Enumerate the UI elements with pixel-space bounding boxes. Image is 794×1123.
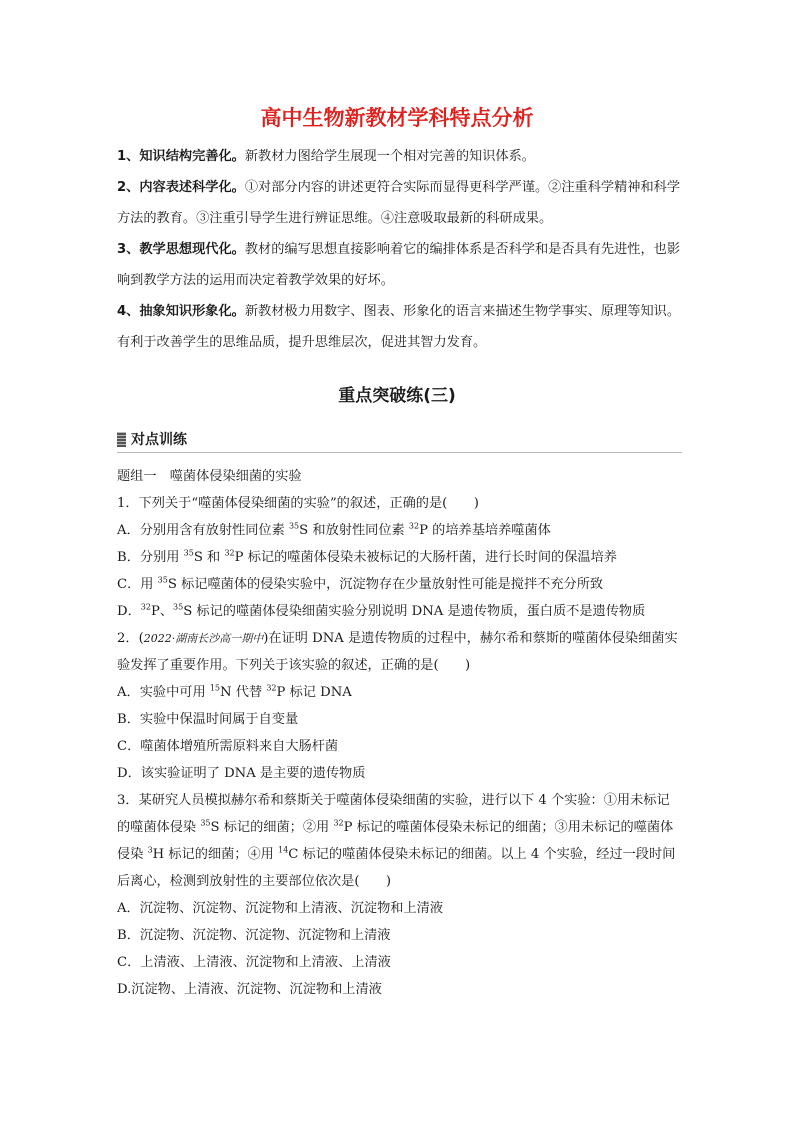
option-c: C．用 $^{35}$S 标记噬菌体的侵染实验中，沉淀物存在少量放射性可能是搅拌不充分所致	[117, 575, 604, 592]
intro-item-heading: 知识结构完善化。	[139, 149, 245, 164]
question-stem: 2．(2022·湖南长沙高一期中)在证明 DNA 是遗传物质的过程中，赫尔希和蔡斯的噬菌体侵染细菌实验发挥了重要作用。下列关于该实验的叙述，正确的是( )	[117, 631, 678, 673]
option-d: D.沉淀物、上清液、沉淀物、沉淀物和上清液	[117, 982, 382, 997]
divider	[117, 452, 682, 453]
section-title: 重点突破练(三)	[338, 386, 456, 406]
intro-item-heading: 抽象知识形象化。	[139, 304, 245, 319]
intro-item: 1、知识结构完善化。新教材力图给学生展现一个相对完善的知识体系。	[117, 149, 535, 164]
tag-bar-icon	[117, 432, 126, 447]
option-b: B．分别用 $^{35}$S 和 $^{32}$P 标记的噬菌体侵染未被标记的大肠杆菌，进行长时间的保温培养	[117, 548, 617, 565]
page-title: 高中生物新教材学科特点分析	[260, 106, 534, 130]
question-stem: 1．下列关于“噬菌体侵染细菌的实验”的叙述，正确的是( )	[117, 496, 479, 511]
option-d: D．$^{32}$P、$^{35}$S 标记的噬菌体侵染细菌实验分别说明 DNA 是遗传物质，蛋白质不是遗传物质	[117, 602, 646, 619]
section-tag	[117, 429, 682, 451]
question-stem: 3．某研究人员模拟赫尔希和蔡斯关于噬菌体侵染细菌的实验，进行以下 4 个实验：①用未标记的噬菌体侵染 $^{35}$S 标记的细菌；②用 $^{32}$P 标记的噬菌体侵染未标记的细菌；③用未标记的噬菌体侵染 $^3$H 标记的细菌；④用 $^{14}$C 标记的噬菌体侵染未标记的细菌。以上 4 个实验，经过一段时间后离心，检测到放射性的主要部位依次是( )	[117, 793, 676, 889]
intro-item: 4、抽象知识形象化。新教材极力用数字、图表、形象化的语言来描述生物学事实、原理等知识。有利于改善学生的思维品质，提升思维层次，促进其智力发育。	[117, 304, 681, 350]
intro-item-heading: 教学思想现代化。	[139, 242, 245, 257]
intro-item: 2、内容表述科学化。①对部分内容的讲述更符合实际而显得更科学严谨。②注重科学精神和科学方法的教育。③注重引导学生进行辨证思维。④注意吸取最新的科研成果。	[117, 180, 681, 226]
question-source: 2022·湖南长沙高一期中	[143, 632, 264, 645]
option-a: A．分别用含有放射性同位素 $^{35}$S 和放射性同位素 $^{32}$P 的培养基培养噬菌体	[117, 521, 551, 538]
group-label: 题组一 噬菌体侵染细菌的实验	[117, 469, 302, 484]
option-c: C．上清液、上清液、沉淀物和上清液、上清液	[117, 955, 391, 970]
intro-item: 3、教学思想现代化。教材的编写思想直接影响着它的编排体系是否科学和是否具有先进性，也影响到教学方法的运用而决定着教学效果的好坏。	[117, 242, 681, 288]
option-b: B．实验中保温时间属于自变量	[117, 712, 299, 727]
intro-item-heading: 内容表述科学化。	[139, 180, 245, 195]
option-b: B．沉淀物、沉淀物、沉淀物、沉淀物和上清液	[117, 928, 391, 943]
intro-list	[117, 141, 682, 358]
option-c: C．噬菌体增殖所需原料来自大肠杆菌	[117, 739, 339, 754]
option-a: A．实验中可用 $^{15}$N 代替 $^{32}$P 标记 DNA	[117, 683, 352, 700]
option-d: D．该实验证明了 DNA 是主要的遗传物质	[117, 766, 366, 781]
option-a: A．沉淀物、沉淀物、沉淀物和上清液、沉淀物和上清液	[117, 901, 444, 916]
tag-label: 对点训练	[131, 432, 187, 448]
question-list	[117, 463, 682, 1003]
